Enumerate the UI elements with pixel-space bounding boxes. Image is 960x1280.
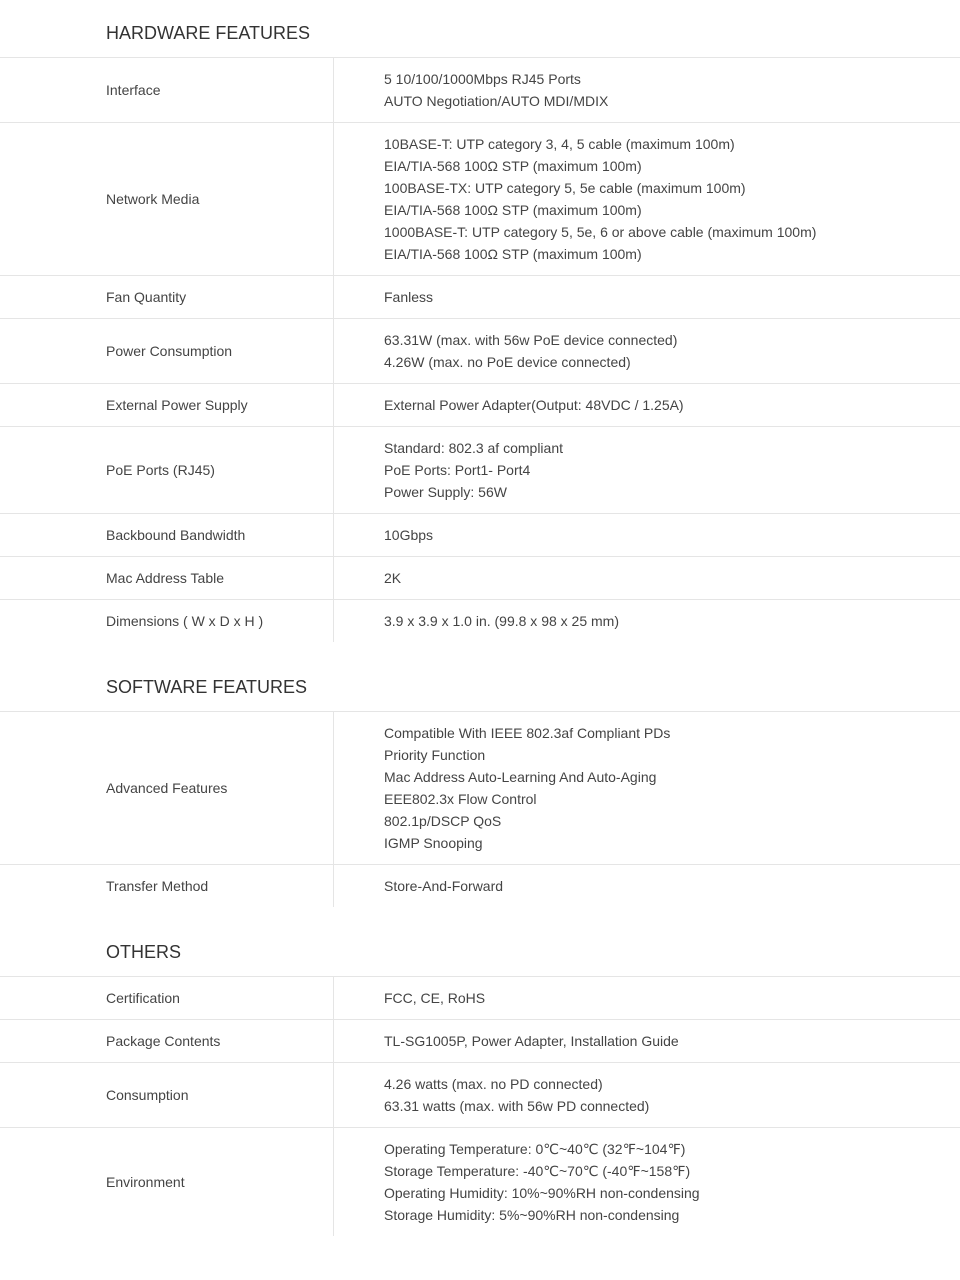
spec-row-power-consumption [0,318,960,383]
spec-value-line: Priority Function [384,747,486,763]
spec-value-line: 2K [384,570,402,586]
spec-values [334,58,608,122]
spec-row-network-media [0,122,960,275]
spec-value-line: 100BASE-TX: UTP category 5, 5e cable (maximum 100m) [384,180,746,196]
spec-row-mac-address-table [0,556,960,599]
spec-value-line: Operating Humidity: 10%~90%RH non-condensing [384,1185,700,1201]
spec-row-backbound-bandwidth [0,513,960,556]
spec-label: Network Media [0,123,334,275]
spec-row-poe-ports-rj45 [0,426,960,513]
spec-value-line: Mac Address Auto-Learning And Auto-Aging [384,769,657,785]
spec-value-line: External Power Adapter(Output: 48VDC / 1.25A) [384,397,684,413]
spec-value-line: AUTO Negotiation/AUTO MDI/MDIX [384,93,609,109]
spec-value-line: EIA/TIA-568 100Ω STP (maximum 100m) [384,158,642,174]
spec-values [334,1063,649,1127]
spec-value-line: Operating Temperature: 0℃~40℃ (32℉~104℉) [384,1141,686,1157]
section-others [0,907,960,1236]
section-title: SOFTWARE FEATURES [106,677,308,697]
spec-row-dimensions-w-x-d-x-h [0,599,960,642]
spec-values [334,319,677,383]
spec-row-consumption [0,1062,960,1127]
spec-row-package-contents [0,1019,960,1062]
spec-label: Interface [0,58,334,122]
spec-value-line: 10BASE-T: UTP category 3, 4, 5 cable (maximum 100m) [384,136,735,152]
spec-values [334,977,485,1019]
spec-values [334,865,503,907]
section-title: OTHERS [106,942,182,962]
section-software-features [0,642,960,907]
spec-value-line: Storage Temperature: -40℃~70℃ (-40℉~158℉) [384,1163,691,1179]
spec-row-advanced-features [0,711,960,864]
spec-value-line: EIA/TIA-568 100Ω STP (maximum 100m) [384,246,642,262]
spec-values [334,384,684,426]
spec-row-environment [0,1127,960,1236]
spec-value-line: Fanless [384,289,434,305]
spec-value-line: EEE802.3x Flow Control [384,791,537,807]
spec-label: Environment [0,1128,334,1236]
spec-value-line: Compatible With IEEE 802.3af Compliant PDs [384,725,671,741]
spec-label: Power Consumption [0,319,334,383]
spec-value-line: 802.1p/DSCP QoS [384,813,502,829]
section-title: HARDWARE FEATURES [106,23,311,43]
spec-values [334,600,619,642]
spec-row-certification [0,976,960,1019]
spec-values [334,557,401,599]
spec-label: Mac Address Table [0,557,334,599]
spec-value-line: 4.26 watts (max. no PD connected) [384,1076,603,1092]
spec-label: External Power Supply [0,384,334,426]
spec-label: Transfer Method [0,865,334,907]
spec-value-line: Storage Humidity: 5%~90%RH non-condensing [384,1207,680,1223]
spec-value-line: 63.31 watts (max. with 56w PD connected) [384,1098,650,1114]
spec-row-fan-quantity [0,275,960,318]
spec-values [334,1020,679,1062]
spec-label: Package Contents [0,1020,334,1062]
spec-values [334,427,563,513]
spec-values [334,1128,700,1236]
spec-value-line: FCC, CE, RoHS [384,990,486,1006]
spec-values [334,123,816,275]
spec-value-line: EIA/TIA-568 100Ω STP (maximum 100m) [384,202,642,218]
spec-value-line: 3.9 x 3.9 x 1.0 in. (99.8 x 98 x 25 mm) [384,613,619,629]
spec-value-line: 5 10/100/1000Mbps RJ45 Ports [384,71,581,87]
spec-label: Advanced Features [0,712,334,864]
spec-values [334,712,670,864]
spec-value-line: Standard: 802.3 af compliant [384,440,564,456]
spec-label: Dimensions ( W x D x H ) [0,600,334,642]
spec-value-line: Power Supply: 56W [384,484,507,500]
spec-label: Certification [0,977,334,1019]
spec-value-line: 63.31W (max. with 56w PoE device connected) [384,332,678,348]
spec-label: Consumption [0,1063,334,1127]
spec-row-external-power-supply [0,383,960,426]
spec-label: Fan Quantity [0,276,334,318]
spec-value-line: PoE Ports: Port1- Port4 [384,462,531,478]
spec-row-transfer-method [0,864,960,907]
spec-value-line: Store-And-Forward [384,878,504,894]
spec-value-line: TL-SG1005P, Power Adapter, Installation Guide [384,1033,679,1049]
spec-label: Backbound Bandwidth [0,514,334,556]
spec-value-line: 1000BASE-T: UTP category 5, 5e, 6 or above cable (maximum 100m) [384,224,817,240]
spec-row-interface [0,57,960,122]
spec-values [334,276,433,318]
spec-value-line: IGMP Snooping [384,835,483,851]
spec-value-line: 10Gbps [384,527,434,543]
spec-label: PoE Ports (RJ45) [0,427,334,513]
spec-values [334,514,433,556]
spec-value-line: 4.26W (max. no PoE device connected) [384,354,631,370]
